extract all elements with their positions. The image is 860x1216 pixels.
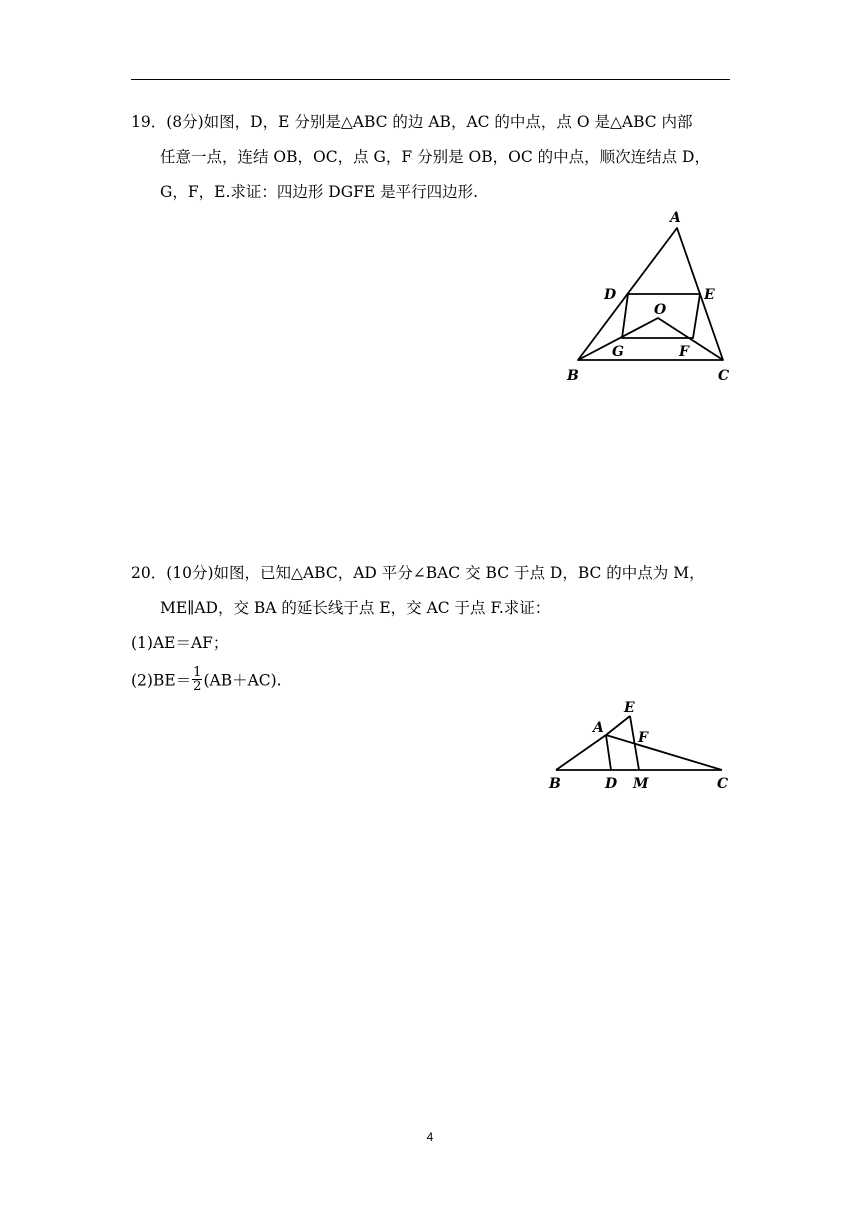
label-B: B bbox=[567, 368, 579, 384]
q20-figure bbox=[540, 695, 740, 795]
segment-ad bbox=[606, 735, 611, 770]
label-F: F bbox=[638, 730, 648, 746]
q20-line-2: ME∥AD，交 BA 的延长线于点 E，交 AC 于点 F.求证： bbox=[160, 599, 551, 617]
q20-line-1: 20．(10分)如图，已知△ABC，AD 平分∠BAC 交 BC 于点 D，BC 的中点为 M， bbox=[131, 564, 705, 582]
segment-bo-oc bbox=[578, 318, 723, 360]
label-G: G bbox=[612, 344, 624, 360]
q19-line-3: G，F，E.求证：四边形 DGFE 是平行四边形. bbox=[160, 183, 479, 201]
label-D: D bbox=[604, 287, 617, 303]
segment-ac bbox=[606, 735, 722, 770]
q19-line-1: 19．(8分)如图，D，E 分别是△ABC 的边 AB，AC 的中点，点 O 是△ABC 内部 bbox=[131, 113, 693, 131]
fraction-denominator: 2 bbox=[193, 679, 202, 694]
q19-figure bbox=[560, 205, 750, 390]
label-C: C bbox=[717, 776, 729, 792]
label-E: E bbox=[624, 700, 635, 716]
page-number: 4 bbox=[426, 1130, 434, 1144]
label-E: E bbox=[704, 287, 715, 303]
q19-line-2: 任意一点，连结 OB，OC，点 G，F 分别是 OB，OC 的中点，顺次连结点 D， bbox=[160, 148, 710, 166]
label-A: A bbox=[670, 210, 681, 226]
header-rule bbox=[131, 79, 730, 80]
q20-part-2-prefix: (2)BE＝ bbox=[131, 671, 192, 690]
fraction-numerator: 1 bbox=[193, 665, 202, 680]
label-M: M bbox=[633, 776, 649, 792]
q20-part-2 bbox=[131, 665, 282, 695]
label-A: A bbox=[593, 720, 604, 736]
label-B: B bbox=[549, 776, 561, 792]
q20-part-1: (1)AE＝AF； bbox=[131, 634, 229, 652]
q20-part-2-suffix: (AB＋AC). bbox=[203, 671, 282, 690]
label-C: C bbox=[718, 368, 730, 384]
label-F: F bbox=[679, 344, 689, 360]
label-D: D bbox=[605, 776, 618, 792]
fraction-one-half bbox=[192, 666, 202, 693]
label-O: O bbox=[654, 302, 667, 318]
